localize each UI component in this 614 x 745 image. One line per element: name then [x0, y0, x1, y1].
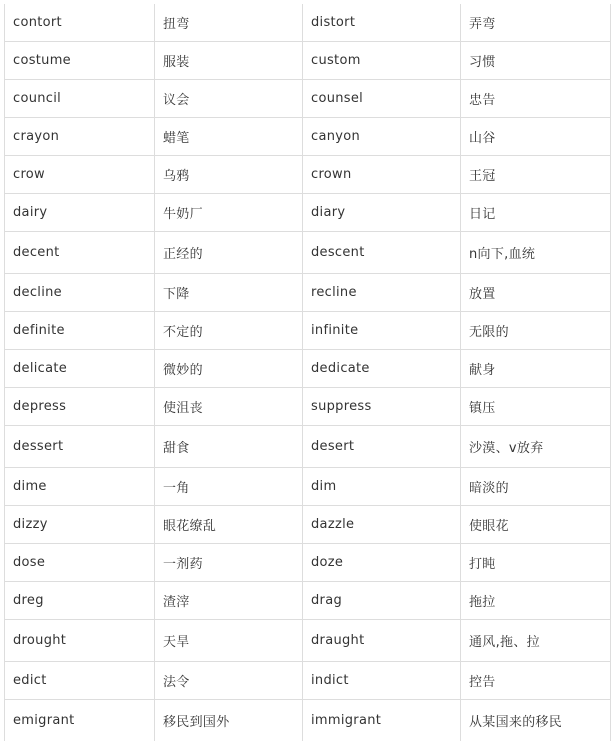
word-cell: crow [5, 156, 155, 194]
similar-meaning-cell: 弄弯 [461, 4, 611, 42]
meaning-cell: 扭弯 [155, 4, 303, 42]
similar-meaning-cell: 控告 [461, 662, 611, 700]
similar-meaning-cell: 王冠 [461, 156, 611, 194]
similar-word-cell: recline [303, 274, 461, 312]
meaning-cell: 微妙的 [155, 350, 303, 388]
meaning-cell: 眼花缭乱 [155, 506, 303, 544]
table-row [5, 544, 611, 582]
meaning-cell: 移民到国外 [155, 700, 303, 742]
table-row [5, 194, 611, 232]
word-cell: dessert [5, 426, 155, 468]
table-row [5, 506, 611, 544]
word-cell: depress [5, 388, 155, 426]
similar-meaning-cell: 打盹 [461, 544, 611, 582]
similar-meaning-cell: 无限的 [461, 312, 611, 350]
table-row [5, 388, 611, 426]
similar-word-cell: distort [303, 4, 461, 42]
word-cell: contort [5, 4, 155, 42]
similar-meaning-cell: 暗淡的 [461, 468, 611, 506]
meaning-cell: 一剂药 [155, 544, 303, 582]
similar-meaning-cell: 镇压 [461, 388, 611, 426]
word-cell: crayon [5, 118, 155, 156]
word-cell: definite [5, 312, 155, 350]
table-row [5, 662, 611, 700]
similar-word-cell: descent [303, 232, 461, 274]
table-row [5, 156, 611, 194]
similar-meaning-cell: 献身 [461, 350, 611, 388]
similar-meaning-cell: 沙漠、v放弃 [461, 426, 611, 468]
word-cell: emigrant [5, 700, 155, 742]
similar-meaning-cell: 从某国来的移民 [461, 700, 611, 742]
meaning-cell: 天旱 [155, 620, 303, 662]
similar-word-cell: dazzle [303, 506, 461, 544]
similar-meaning-cell: 忠告 [461, 80, 611, 118]
meaning-cell: 正经的 [155, 232, 303, 274]
table-row [5, 582, 611, 620]
word-cell: council [5, 80, 155, 118]
meaning-cell: 法令 [155, 662, 303, 700]
vocabulary-table-body [5, 4, 611, 741]
similar-word-cell: counsel [303, 80, 461, 118]
similar-meaning-cell: 拖拉 [461, 582, 611, 620]
table-row [5, 350, 611, 388]
similar-word-cell: dim [303, 468, 461, 506]
similar-word-cell: infinite [303, 312, 461, 350]
similar-meaning-cell: 习惯 [461, 42, 611, 80]
similar-meaning-cell: 使眼花 [461, 506, 611, 544]
meaning-cell: 渣滓 [155, 582, 303, 620]
similar-word-cell: custom [303, 42, 461, 80]
similar-word-cell: indict [303, 662, 461, 700]
vocabulary-table [4, 4, 611, 741]
word-cell: dizzy [5, 506, 155, 544]
meaning-cell: 甜食 [155, 426, 303, 468]
meaning-cell: 蜡笔 [155, 118, 303, 156]
similar-word-cell: doze [303, 544, 461, 582]
similar-meaning-cell: n向下,血统 [461, 232, 611, 274]
table-row [5, 42, 611, 80]
similar-meaning-cell: 山谷 [461, 118, 611, 156]
meaning-cell: 一角 [155, 468, 303, 506]
similar-word-cell: diary [303, 194, 461, 232]
table-row [5, 700, 611, 742]
word-cell: edict [5, 662, 155, 700]
word-cell: dose [5, 544, 155, 582]
word-cell: costume [5, 42, 155, 80]
similar-word-cell: suppress [303, 388, 461, 426]
meaning-cell: 乌鸦 [155, 156, 303, 194]
meaning-cell: 使沮丧 [155, 388, 303, 426]
similar-word-cell: drag [303, 582, 461, 620]
similar-meaning-cell: 日记 [461, 194, 611, 232]
meaning-cell: 议会 [155, 80, 303, 118]
meaning-cell: 服装 [155, 42, 303, 80]
word-cell: dreg [5, 582, 155, 620]
similar-word-cell: desert [303, 426, 461, 468]
table-row [5, 274, 611, 312]
word-cell: delicate [5, 350, 155, 388]
meaning-cell: 牛奶厂 [155, 194, 303, 232]
meaning-cell: 不定的 [155, 312, 303, 350]
table-row [5, 620, 611, 662]
table-row [5, 4, 611, 42]
word-cell: dairy [5, 194, 155, 232]
table-row [5, 118, 611, 156]
word-cell: decent [5, 232, 155, 274]
word-cell: drought [5, 620, 155, 662]
similar-meaning-cell: 通风,拖、拉 [461, 620, 611, 662]
word-cell: dime [5, 468, 155, 506]
table-row [5, 426, 611, 468]
similar-word-cell: immigrant [303, 700, 461, 742]
table-row [5, 468, 611, 506]
table-row [5, 312, 611, 350]
similar-word-cell: crown [303, 156, 461, 194]
table-row [5, 80, 611, 118]
similar-word-cell: canyon [303, 118, 461, 156]
meaning-cell: 下降 [155, 274, 303, 312]
similar-word-cell: draught [303, 620, 461, 662]
table-row [5, 232, 611, 274]
word-cell: decline [5, 274, 155, 312]
similar-word-cell: dedicate [303, 350, 461, 388]
similar-meaning-cell: 放置 [461, 274, 611, 312]
